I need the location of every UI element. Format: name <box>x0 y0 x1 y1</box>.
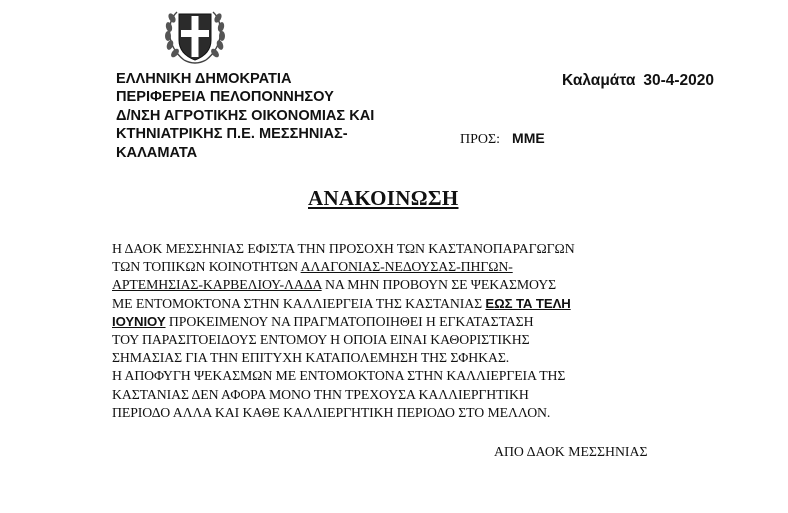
body-line <box>112 295 575 313</box>
document-date <box>562 72 714 90</box>
body-text: ΠΡΟΚΕΙΜΕΝΟΥ ΝΑ ΠΡΑΓΜΑΤΟΠΟΙΗΘΕΙ Η ΕΓΚΑΤΑΣΤΑΣΗ <box>165 313 534 329</box>
body-line: ΤΟΥ ΠΑΡΑΣΙΤΟΕΙΔΟΥΣ ΕΝΤΟΜΟΥ Η ΟΠΟΙΑ ΕΙΝΑΙ ΚΑΘΟΡΙΣΤΙΚΗΣ <box>112 332 530 348</box>
date-value: 30-4-2020 <box>643 72 715 89</box>
body-text: ΜΕ ΕΝΤΟΜΟΚΤΟΝΑ ΣΤΗΝ ΚΑΛΛΙΕΡΓΕΙΑ ΤΗΣ ΚΑΣΤΑΝΙΑΣ <box>112 295 486 311</box>
header-line-city: ΚΑΛΑΜΑΤΑ <box>116 144 198 161</box>
recipient-label: ΠΡΟΣ: <box>460 132 501 147</box>
body-line <box>112 258 575 276</box>
document-title: ΑΝΑΚΟΙΝΩΣΗ <box>308 186 459 210</box>
body-text: ΤΩΝ ΤΟΠΙΚΩΝ ΚΟΙΝΟΤΗΤΩΝ <box>112 259 301 275</box>
body-line: Η ΔΑΟΚ ΜΕΣΣΗΝΙΑΣ ΕΦΙΣΤΑ ΤΗΝ ΠΡΟΣΟΧΗ ΤΩΝ ΚΑΣΤΑΝΟΠΑΡΑΓΩΓΩΝ <box>112 241 575 256</box>
body-line: ΚΑΣΤΑΝΙΑΣ ΔΕΝ ΑΦΟΡΑ ΜΟΝΟ ΤΗΝ ΤΡΕΧΟΥΣΑ ΚΑΛΛΙΕΡΓΗΤΙΚΗ <box>112 386 529 402</box>
greek-coat-of-arms-icon <box>160 2 230 68</box>
deadline-emphasis: ΙΟΥΝΙΟΥ <box>112 313 166 329</box>
body-line: ΣΗΜΑΣΙΑΣ ΓΙΑ ΤΗΝ ΕΠΙΤΥΧΗ ΚΑΤΑΠΟΛΕΜΗΣΗ ΤΗΣ ΣΦΗΚΑΣ. <box>112 350 510 366</box>
header-line-directorate: Δ/ΝΣΗ ΑΓΡΟΤΙΚΗΣ ΟΙΚΟΝΟΜΙΑΣ ΚΑΙ <box>116 107 375 124</box>
header-line-department: ΚΤΗΝΙΑΤΡΙΚΗΣ Π.Ε. ΜΕΣΣΗΝΙΑΣ- <box>116 126 348 143</box>
issuer-header <box>116 70 374 162</box>
recipient <box>460 130 545 148</box>
date-place: Καλαμάτα <box>562 72 636 89</box>
body-text: ΝΑ ΜΗΝ ΠΡΟΒΟΥΝ ΣΕ ΨΕΚΑΣΜΟΥΣ <box>321 277 557 293</box>
deadline-emphasis: ΕΩΣ ΤΑ ΤΕΛΗ <box>485 295 571 311</box>
villages-underlined: ΑΛΑΓΟΝΙΑΣ-ΝΕΔΟΥΣΑΣ-ΠΗΓΩΝ- <box>300 259 513 275</box>
header-line-country: ΕΛΛΗΝΙΚΗ ΔΗΜΟΚΡΑΤΙΑ <box>116 71 292 87</box>
villages-underlined: ΑΡΤΕΜΗΣΙΑΣ-ΚΑΡΒΕΛΙΟΥ-ΛΑΔΑ <box>112 277 322 293</box>
body-line: Η ΑΠΟΦΥΓΗ ΨΕΚΑΣΜΩΝ ΜΕ ΕΝΤΟΜΟΚΤΟΝΑ ΣΤΗΝ ΚΑΛΛΙΕΡΓΕΙΑ ΤΗΣ <box>112 368 566 384</box>
body-line <box>112 313 575 331</box>
body-line <box>112 276 575 294</box>
header-line-region: ΠΕΡΙΦΕΡΕΙΑ ΠΕΛΟΠΟΝΝΗΣΟΥ <box>116 89 334 106</box>
signature: ΑΠΟ ΔΑΟΚ ΜΕΣΣΗΝΙΑΣ <box>494 444 648 459</box>
announcement-body <box>112 240 575 422</box>
body-line: ΠΕΡΙΟΔΟ ΑΛΛΑ ΚΑΙ ΚΑΘΕ ΚΑΛΛΙΕΡΓΗΤΙΚΗ ΠΕΡΙΟΔΟ ΣΤΟ ΜΕΛΛΟΝ. <box>112 404 551 420</box>
recipient-value: ΜΜΕ <box>512 130 545 146</box>
